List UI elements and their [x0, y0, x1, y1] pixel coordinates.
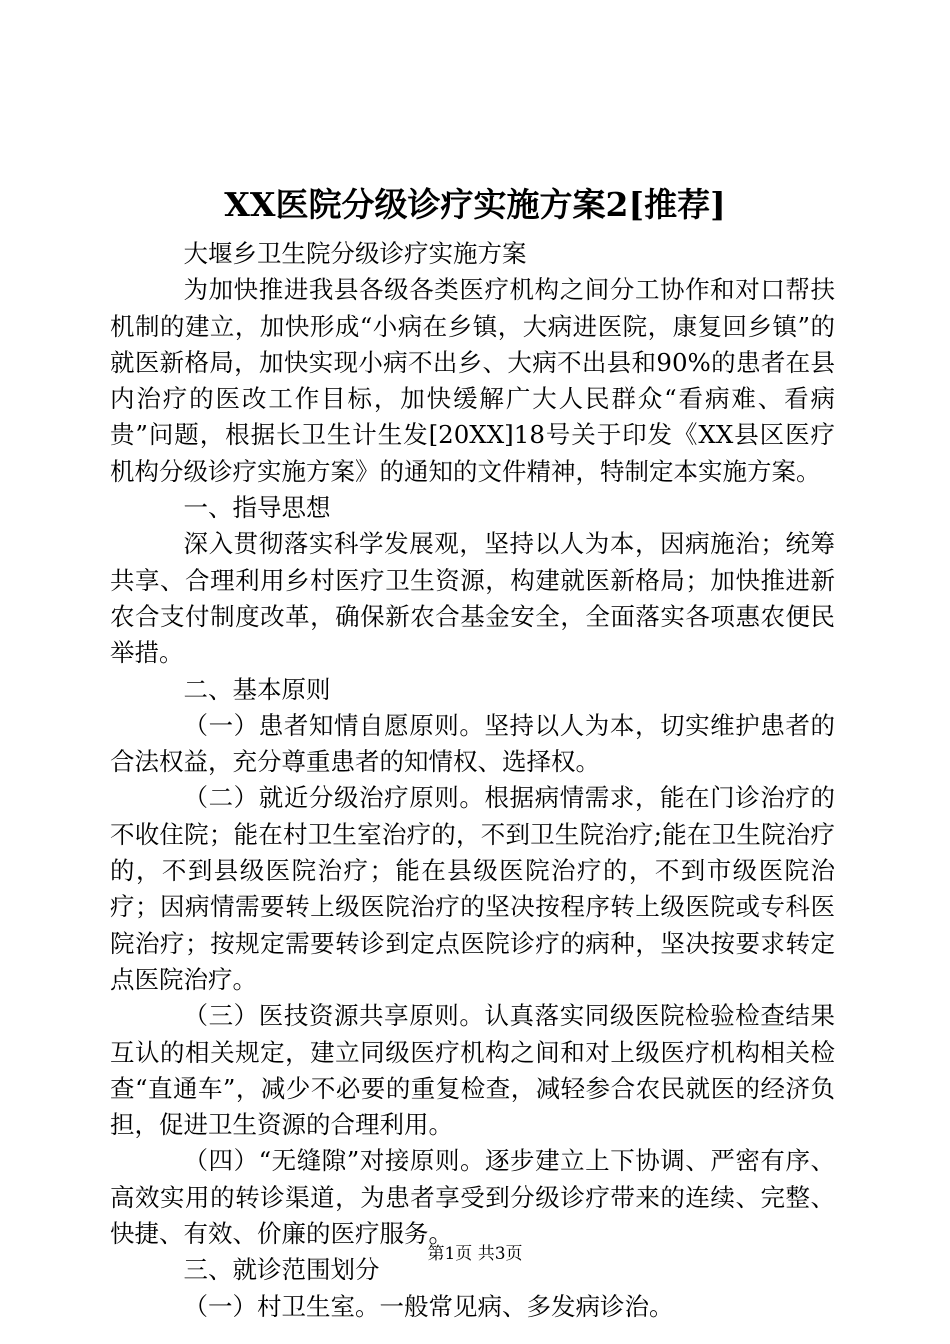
intro-paragraph: 为加快推进我县各级各类医疗机构之间分工协作和对口帮扶机制的建立，加快形成“小病在乡镇，大病进医院，康复回乡镇”的就医新格局，加快实现小病不出乡、大病不出县和90%的患者在县内治疗的医改工作目标，加快缓解广大人民群众“看病难、看病贵”问题，根据长卫生计生发[20XX]18号关于印发《XX县区医疗机构分级诊疗实施方案》的通知的文件精神，特制定本实施方案。 [110, 275, 835, 486]
section-heading-scope: 三、就诊范围划分 [183, 1255, 380, 1285]
guiding-thought-paragraph: 深入贯彻落实科学发展观，坚持以人为本，因病施治；统筹共享、合理利用乡村医疗卫生资源，构建就医新格局；加快推进新农合支付制度改革，确保新农合基金安全，全面落实各项惠农便民举措。 [110, 529, 835, 668]
page-footer: 第1页 共3页 [427, 1244, 523, 1264]
document-body [110, 236, 835, 1325]
principle-4-paragraph: （四）“无缝隙”对接原则。逐步建立上下协调、严密有序、高效实用的转诊渠道，为患者享受到分级诊疗带来的连续、完整、快捷、有效、价廉的医疗服务。 [110, 1146, 835, 1249]
principle-1-paragraph: （一）患者知情自愿原则。坚持以人为本，切实维护患者的合法权益，充分尊重患者的知情权、选择权。 [110, 710, 835, 777]
section-heading-guiding-thought: 一、指导思想 [183, 493, 331, 523]
document-title: XX医院分级诊疗实施方案2[推荐] [224, 185, 726, 224]
principle-3-paragraph: （三）医技资源共享原则。认真落实同级医院检验检查结果互认的相关规定，建立同级医疗机构之间和对上级医疗机构相关检查“直通车”，减少不必要的重复检查，减轻参合农民就医的经济负担，促进卫生资源的合理利用。 [110, 1001, 835, 1140]
principle-2-paragraph: （二）就近分级治疗原则。根据病情需求，能在门诊治疗的不收住院；能在村卫生室治疗的，不到卫生院治疗;能在卫生院治疗的，不到县级医院治疗；能在县级医院治疗的，不到市级医院治疗；因病情需要转上级医院治疗的坚决按程序转上级医院或专科医院治疗；按规定需要转诊到定点医院诊疗的病种，坚决按要求转定点医院治疗。 [110, 783, 835, 994]
section-heading-basic-principles: 二、基本原则 [183, 674, 331, 704]
scope-1-paragraph: （一）村卫生室。一般常见病、多发病诊治。 [183, 1291, 674, 1321]
subtitle-paragraph: 大堰乡卫生院分级诊疗实施方案 [183, 239, 527, 268]
